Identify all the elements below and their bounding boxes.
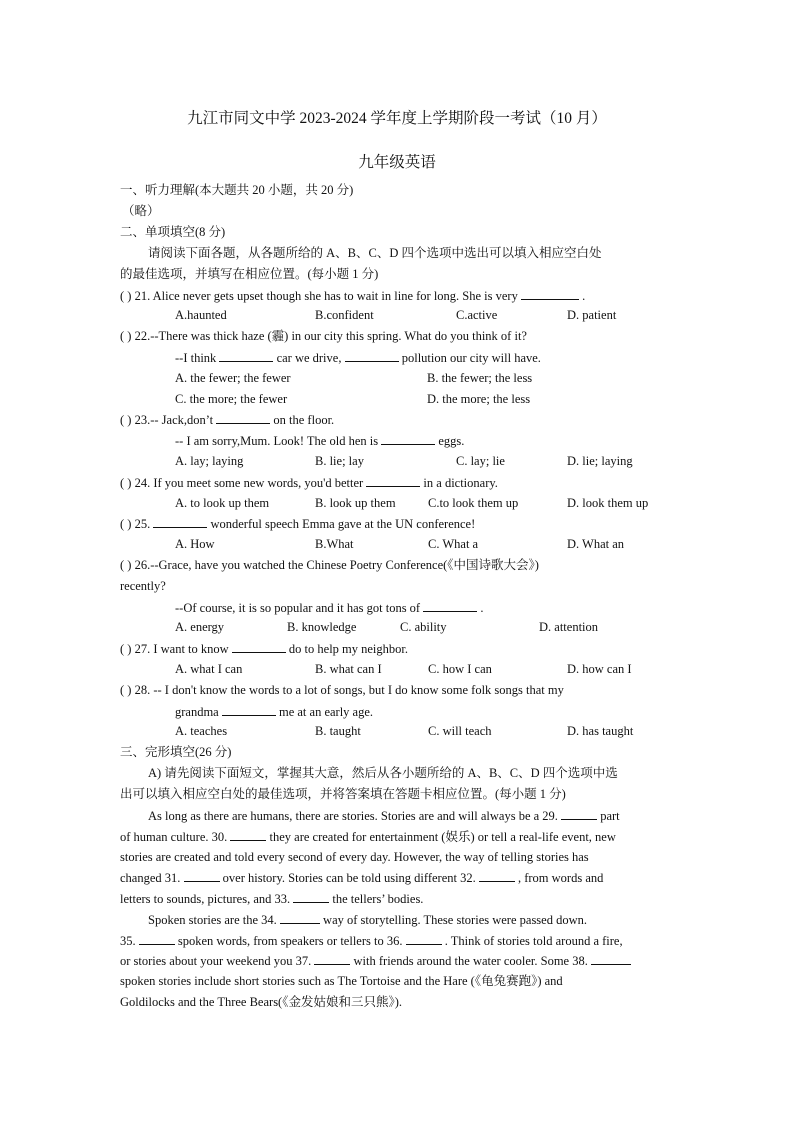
question-26-line-2: --Of course, it is so popular and it has got tons of . (175, 601, 484, 615)
option-d: D. has taught (567, 724, 634, 738)
passage-line: spoken stories include short stories such as The Tortoise and the Hare (《龟兔赛跑》) and (120, 974, 563, 988)
option-b: B.What (315, 537, 354, 551)
question-23: ( ) 23.-- Jack,don’t on the floor. (120, 413, 335, 427)
question-21: ( ) 21. Alice never gets upset though she has to wait in line for long. She is very . (120, 289, 586, 303)
option-b: B. look up them (315, 496, 396, 510)
option-a: A. the fewer; the fewer (175, 371, 291, 385)
option-b: B. taught (315, 724, 361, 738)
answer-blank (230, 828, 266, 841)
answer-blank (280, 911, 320, 924)
answer-blank (219, 349, 273, 362)
question-27: ( ) 27. I want to know do to help my neighbor. (120, 642, 409, 656)
question-stem: 22.--There was thick haze (霾) in our city this spring. What do you think of it? (134, 329, 527, 343)
option-c: C.to look them up (428, 496, 519, 510)
option-a: A. energy (175, 620, 225, 634)
option-a: A. How (175, 537, 215, 551)
answer-bracket[interactable]: ( ) (120, 683, 132, 697)
option-a: A. lay; laying (175, 454, 244, 468)
question-23-line-2: -- I am sorry,Mum. Look! The old hen is eggs. (175, 434, 465, 448)
answer-blank (561, 807, 597, 820)
answer-blank (314, 952, 350, 965)
section3-instruction-1: A) 请先阅读下面短文，掌握其大意，然后从各小题所给的 A、B、C、D 四个选项中选 (148, 766, 618, 780)
answer-blank (139, 932, 175, 945)
option-c: C. the more; the fewer (175, 392, 288, 406)
question-22 (120, 328, 527, 344)
passage-line: Goldilocks and the Three Bears(《金发姑娘和三只熊》). (120, 995, 403, 1009)
passage-line: As long as there are humans, there are stories. Stories are and will always be a 29. part (148, 809, 620, 823)
section2-instruction-2: 的最佳选项，并填写在相应位置。(每小题 1 分) (120, 267, 379, 281)
passage-line: letters to sounds, pictures, and 33. the tellers’ bodies. (120, 892, 424, 906)
option-d: D. how can I (567, 662, 632, 676)
option-b: B. knowledge (287, 620, 357, 634)
answer-blank (222, 703, 276, 716)
question-stem: 21. Alice never gets upset though she has to wait in line for long. She is very (134, 289, 518, 303)
question-stem: 26.--Grace, have you watched the Chinese Poetry Conference(《中国诗歌大会》) (134, 558, 539, 572)
answer-blank (345, 349, 399, 362)
option-c: C. ability (400, 620, 447, 634)
option-d: D. attention (539, 620, 599, 634)
option-c: C. will teach (428, 724, 492, 738)
question-25: ( ) 25. wonderful speech Emma gave at the UN conference! (120, 517, 476, 531)
answer-blank (521, 287, 579, 300)
passage-line: or stories about your weekend you 37. with friends around the water cooler. Some 38. (120, 952, 631, 969)
question-28-line-2: grandma me at an early age. (175, 705, 374, 719)
option-d: D. look them up (567, 496, 649, 510)
answer-blank (479, 869, 515, 882)
option-d: D. patient (567, 308, 617, 322)
question-26 (120, 557, 539, 573)
answer-blank (423, 599, 477, 612)
option-b: B. lie; lay (315, 454, 364, 468)
section2-instruction-1: 请阅读下面各题，从各题所给的 A、B、C、D 四个选项中选出可以填入相应空白处 (148, 246, 602, 260)
answer-blank (232, 640, 286, 653)
section1-note: （略） (122, 204, 160, 218)
passage-line: Spoken stories are the 34. way of storytelling. These stories were passed down. (148, 913, 587, 927)
answer-blank (293, 890, 329, 903)
section3-instruction-2: 出可以填入相应空白处的最佳选项，并将答案填在答题卡相应位置。(每小题 1 分) (120, 787, 566, 801)
option-a: A. to look up them (175, 496, 270, 510)
question-stem: 23.-- Jack,don’t (134, 413, 214, 427)
exam-subject: 九年级英语 (358, 154, 436, 171)
passage-line: of human culture. 30. they are created for entertainment (娱乐) or tell a real-life event, new (120, 830, 616, 844)
answer-blank (406, 932, 442, 945)
passage-line: 35. spoken words, from speakers or tellers to 36. . Think of stories told around a fire, (120, 934, 623, 948)
section1-heading: 一、听力理解(本大题共 20 小题，共 20 分) (120, 183, 354, 197)
passage-line: stories are created and told every second of every day. However, the way of telling stories has (120, 850, 589, 864)
option-d: D. lie; laying (567, 454, 633, 468)
answer-blank (153, 515, 207, 528)
answer-bracket[interactable]: ( ) (120, 289, 132, 303)
option-a: A.haunted (175, 308, 227, 322)
option-b: B. what can I (315, 662, 382, 676)
answer-bracket[interactable]: ( ) (120, 558, 132, 572)
answer-bracket[interactable]: ( ) (120, 476, 132, 490)
answer-blank (381, 432, 435, 445)
question-stem: 24. If you meet some new words, you'd better (134, 476, 364, 490)
question-stem: 25. (134, 517, 151, 531)
option-b: B.confident (315, 308, 374, 322)
answer-bracket[interactable]: ( ) (120, 413, 132, 427)
section3-heading: 三、完形填空(26 分) (120, 745, 232, 759)
answer-blank (216, 411, 270, 424)
exam-title: 九江市同文中学 2023-2024 学年度上学期阶段一考试（10 月） (187, 110, 607, 127)
answer-bracket[interactable]: ( ) (120, 329, 132, 343)
option-c: C.active (456, 308, 498, 322)
question-28 (120, 682, 564, 698)
section2-heading: 二、单项填空(8 分) (120, 225, 226, 239)
question-stem: 27. I want to know (134, 642, 229, 656)
option-c: C. how I can (428, 662, 492, 676)
option-d: D. What an (567, 537, 625, 551)
question-26-continued: recently? (120, 579, 166, 593)
option-d: D. the more; the less (427, 392, 531, 406)
answer-bracket[interactable]: ( ) (120, 642, 132, 656)
question-24: ( ) 24. If you meet some new words, you'd better in a dictionary. (120, 476, 498, 490)
option-a: A. teaches (175, 724, 228, 738)
question-stem: 28. -- I don't know the words to a lot of songs, but I do know some folk songs that my (134, 683, 564, 697)
answer-bracket[interactable]: ( ) (120, 517, 132, 531)
answer-blank (591, 952, 631, 965)
answer-blank (184, 869, 220, 882)
answer-blank (366, 474, 420, 487)
option-c: C. What a (428, 537, 479, 551)
question-22-line-2: --I think car we drive, pollution our city will have. (175, 351, 541, 365)
option-a: A. what I can (175, 662, 243, 676)
option-b: B. the fewer; the less (427, 371, 533, 385)
option-c: C. lay; lie (456, 454, 505, 468)
passage-line: changed 31. over history. Stories can be told using different 32. , from words and (120, 871, 604, 885)
